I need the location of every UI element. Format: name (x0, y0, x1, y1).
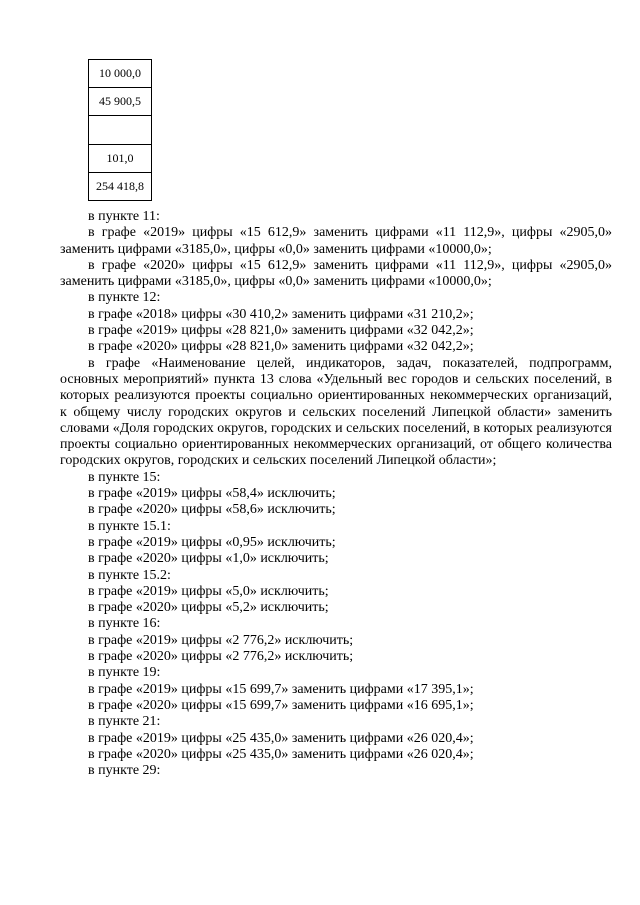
paragraph: в графе «2018» цифры «30 410,2» заменить цифрами «31 210,2»; (88, 306, 474, 322)
paragraph: в пункте 11: (88, 209, 160, 224)
table-cell: 254 418,8 (89, 173, 152, 201)
paragraph: в пункте 21: (88, 714, 161, 730)
paragraph: в графе «2020» цифры «5,2» исключить; (88, 600, 329, 616)
values-table (88, 59, 152, 201)
paragraph: в графе «2019» цифры «0,95» исключить; (88, 534, 336, 550)
paragraph: в графе «2020» цифры «25 435,0» заменить цифрами «26 020,4»; (88, 746, 474, 762)
paragraph: в пункте 16: (88, 616, 161, 632)
paragraph: в графе «2019» цифры «15 699,7» заменить цифрами «17 395,1»; (88, 681, 474, 697)
paragraph: в пункте 15.2: (88, 567, 171, 583)
table-cell: 101,0 (89, 145, 152, 173)
paragraph: в графе «2020» цифры «2 776,2» исключить; (88, 649, 354, 665)
paragraph: в пункте 15: (88, 469, 161, 485)
table-cell (89, 116, 152, 145)
paragraph: в графе «2020» цифры «58,6» исключить; (88, 502, 336, 518)
paragraph: в графе «2019» цифры «28 821,0» заменить цифрами «32 042,2»; (88, 323, 474, 339)
paragraph: в графе «Наименование целей, индикаторов, задач, показателей, подпрограмм, основных мероприятий» пункта 13 слова «Удельный вес городов и сельских поселений, в которых реализуются проекты социально ориентированных некоммерческих организаций, к общему числу городских округов и сельских поселений Липецкой области» заменить словами «Доля городских округов, городских и сельских поселений, в которых реализуются проекты социально ориентированных некоммерческих организаций, от общего количества городских округов, городских и сельских поселений Липецкой области»; (60, 355, 612, 469)
paragraph: в графе «2020» цифры «15 699,7» заменить цифрами «16 695,1»; (88, 697, 474, 713)
paragraph: в пункте 12: (88, 290, 161, 306)
paragraph: в графе «2019» цифры «25 435,0» заменить цифрами «26 020,4»; (88, 730, 474, 746)
paragraph: в графе «2019» цифры «2 776,2» исключить; (88, 632, 354, 648)
table-cell: 45 900,5 (89, 88, 152, 116)
paragraph: в пункте 19: (88, 665, 161, 681)
document-body (60, 209, 612, 779)
paragraph: в графе «2019» цифры «15 612,9» заменить цифрами «11 112,9», цифры «2905,0» заменить цифрами «3185,0», цифры «0,0» заменить цифрами «10000,0»; (60, 225, 612, 257)
paragraph: в графе «2019» цифры «5,0» исключить; (88, 583, 329, 599)
paragraph: в графе «2020» цифры «15 612,9» заменить цифрами «11 112,9», цифры «2905,0» заменить цифрами «3185,0», цифры «0,0» заменить цифрами «10000,0»; (60, 257, 612, 290)
paragraph: в графе «2019» цифры «58,4» исключить; (88, 486, 336, 502)
table-cell: 10 000,0 (89, 60, 152, 88)
paragraph: в графе «2020» цифры «28 821,0» заменить цифрами «32 042,2»; (88, 339, 474, 355)
paragraph: в пункте 29: (88, 763, 161, 779)
paragraph: в пункте 15.1: (88, 518, 171, 534)
paragraph: в графе «2020» цифры «1,0» исключить; (88, 551, 329, 567)
